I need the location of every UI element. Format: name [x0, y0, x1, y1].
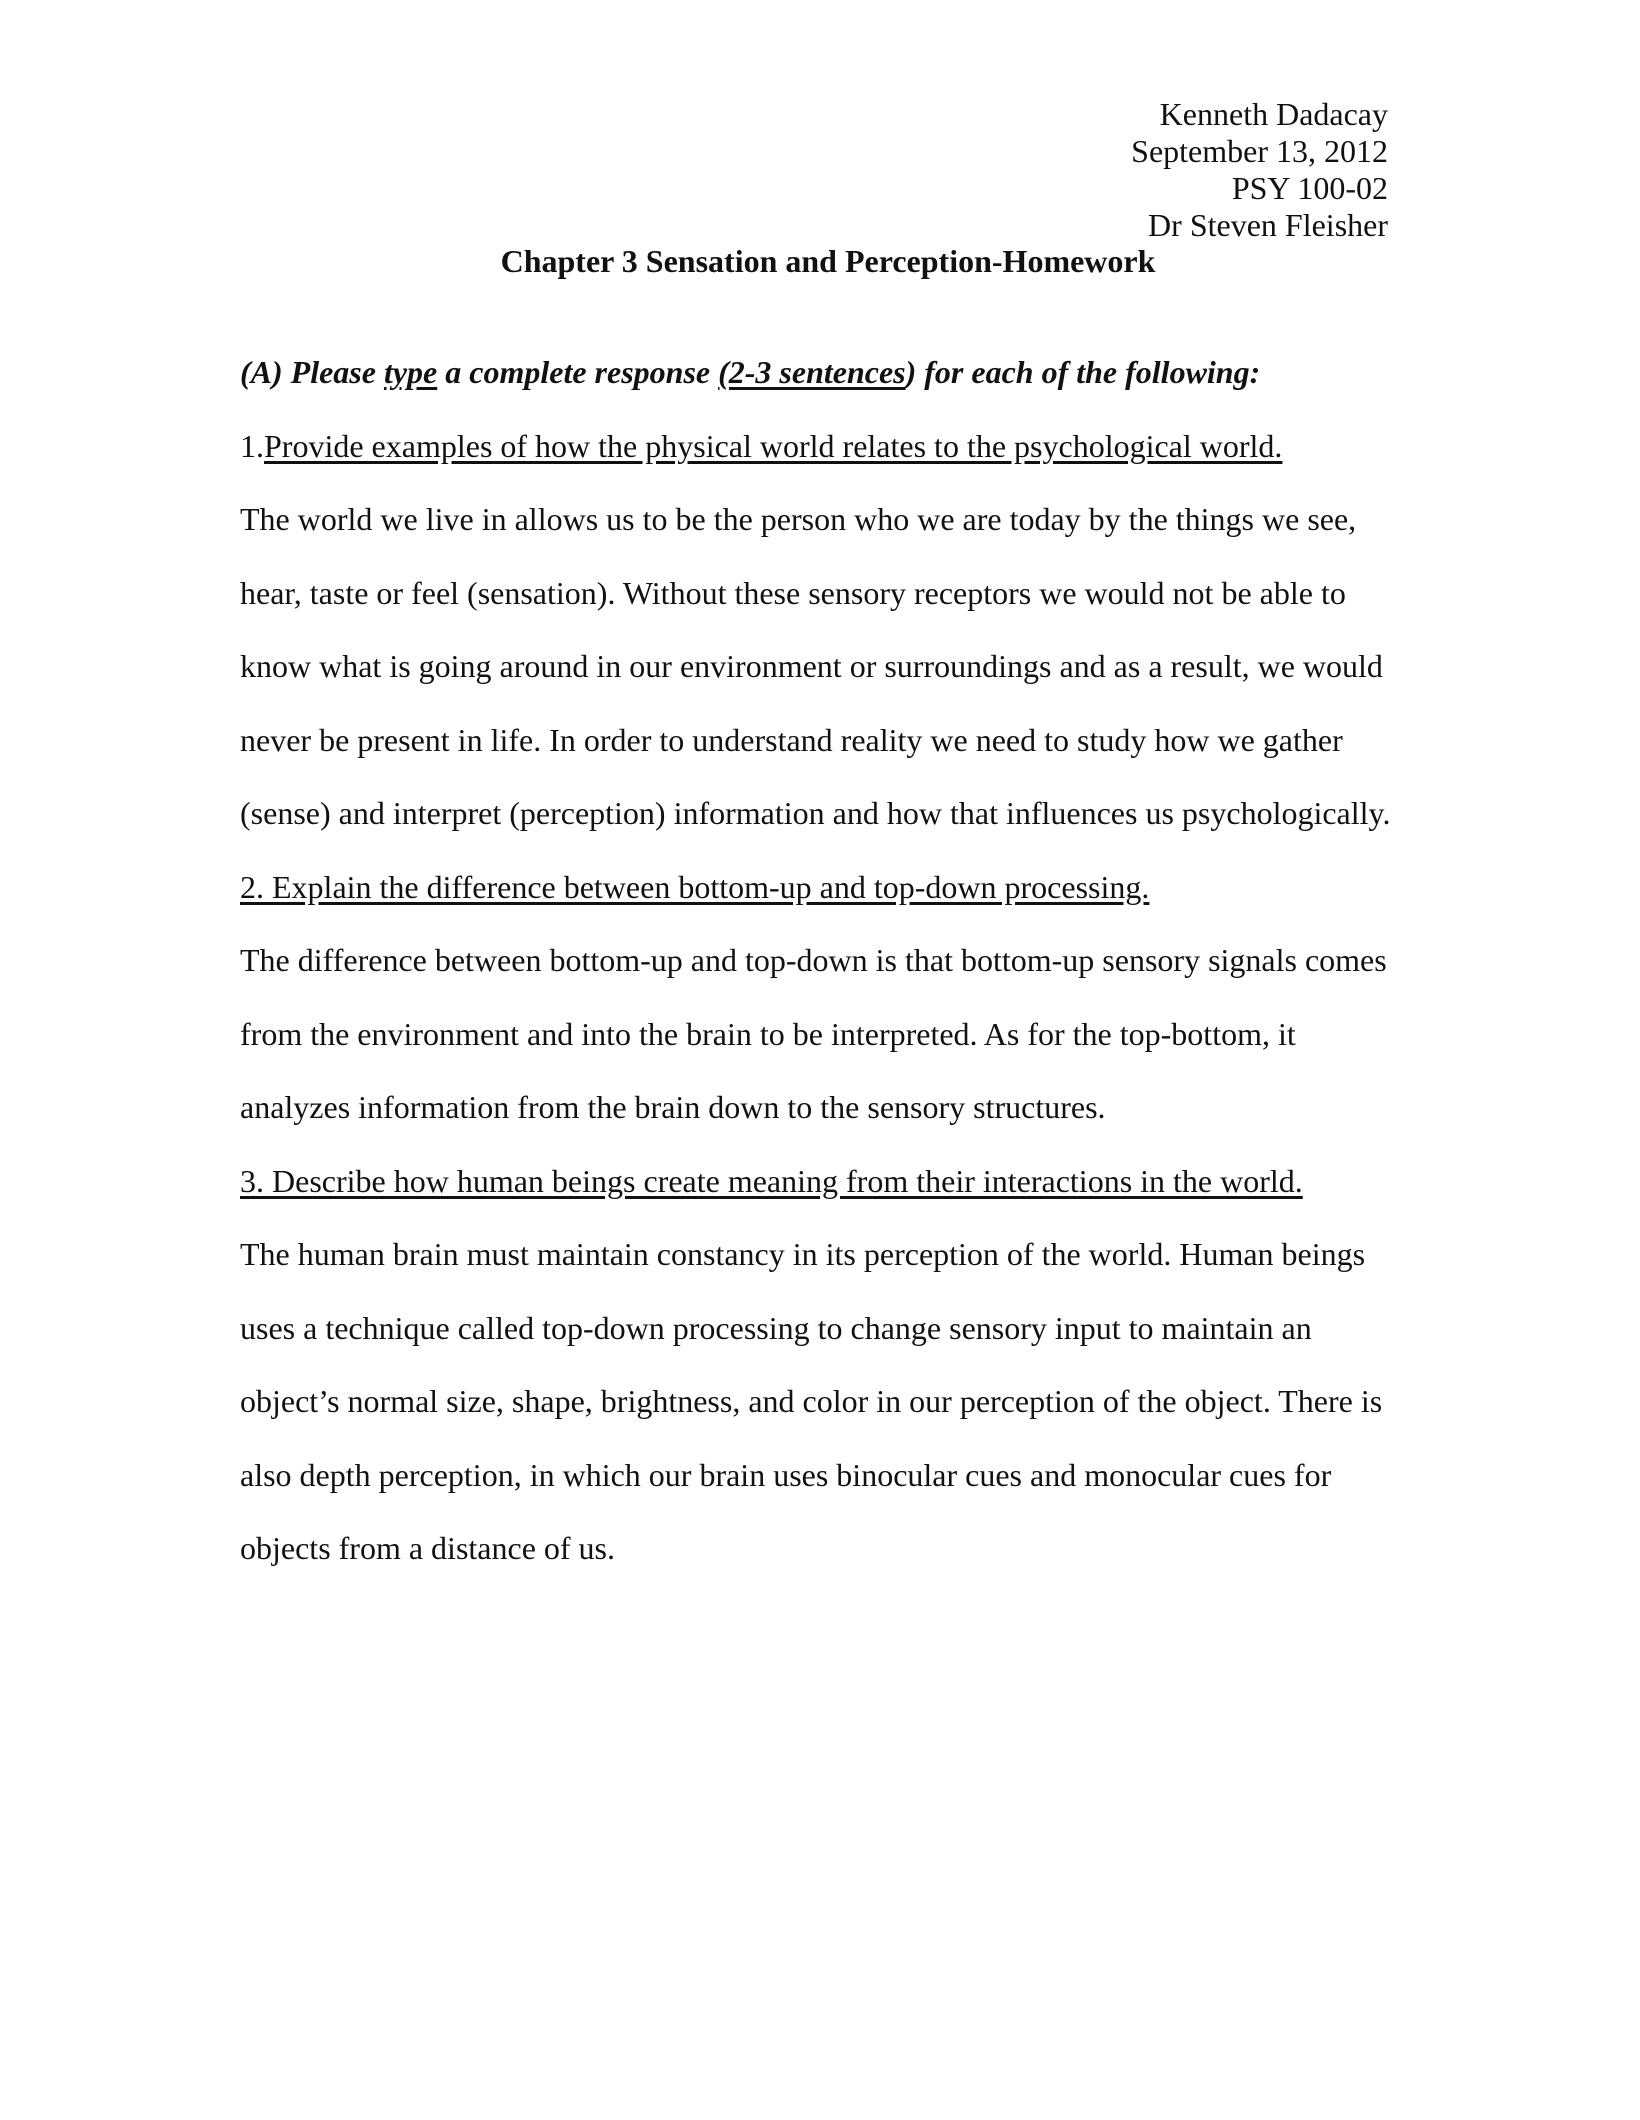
answer-3-line: objects from a distance of us.: [240, 1530, 615, 1566]
instruction-part-3: ) for each of the following:: [905, 354, 1261, 390]
answer-1-line: hear, taste or feel (sensation). Without these sensory receptors we would not be able to: [240, 574, 1346, 611]
question-1: [240, 410, 1400, 484]
course-code: PSY 100-02: [1231, 170, 1388, 206]
question-2-text: 2. Explain the difference between bottom-up and top-down processing.: [240, 868, 1150, 905]
question-3-text: 3. Describe how human beings create meaning from their interactions in the world.: [240, 1162, 1303, 1199]
answer-1-line: The world we live in allows us to be the person who we are today by the things we see,: [240, 501, 1357, 537]
answer-1-line: never be present in life. In order to understand reality we need to study how we gather: [240, 721, 1343, 758]
author-name: Kenneth Dadacay: [1159, 96, 1388, 132]
answer-2-line: from the environment and into the brain to be interpreted. As for the top-bottom, it: [240, 1015, 1296, 1052]
answer-3-line: also depth perception, in which our brain uses binocular cues and monocular cues for: [240, 1456, 1332, 1493]
answer-3-line: uses a technique called top-down processing to change sensory input to maintain an: [240, 1309, 1312, 1346]
document-title: [0, 243, 1640, 280]
instruction-sentences: (2-3 sentences: [718, 354, 906, 390]
instruction-type-word: type: [383, 354, 438, 390]
answer-1-line: know what is going around in our environment or surroundings and as a result, we would: [240, 648, 1383, 684]
document-date: September 13, 2012: [1131, 133, 1388, 169]
header-block: [1131, 96, 1388, 244]
instruction-part-1: (A) Please: [240, 354, 384, 390]
answer-2-line: analyzes information from the brain down to the sensory structures.: [240, 1089, 1106, 1125]
instruction-part-2: a complete response: [437, 354, 719, 390]
question-3: [240, 1145, 1400, 1219]
answer-2-line: The difference between bottom-up and top-down is that bottom-up sensory signals comes: [240, 942, 1387, 978]
answer-3-line: object’s normal size, shape, brightness, and color in our perception of the object. There is: [240, 1383, 1383, 1419]
answer-3: [240, 1218, 1400, 1586]
answer-1-line: (sense) and interpret (perception) information and how that influences us psychologically.: [240, 795, 1391, 831]
instructor-name: Dr Steven Fleisher: [1148, 207, 1388, 243]
question-2: [240, 851, 1400, 925]
answer-2: [240, 924, 1400, 1145]
instruction-line: [240, 336, 1400, 410]
document-body: [240, 336, 1400, 1586]
answer-1: [240, 483, 1400, 851]
document-title-text: Chapter 3 Sensation and Perception-Homework: [500, 243, 1156, 279]
question-1-text: Provide examples of how the physical world relates to the psychological world.: [264, 427, 1283, 464]
answer-3-line: The human brain must maintain constancy in its perception of the world. Human beings: [240, 1236, 1366, 1272]
question-1-number: 1.: [240, 427, 264, 464]
